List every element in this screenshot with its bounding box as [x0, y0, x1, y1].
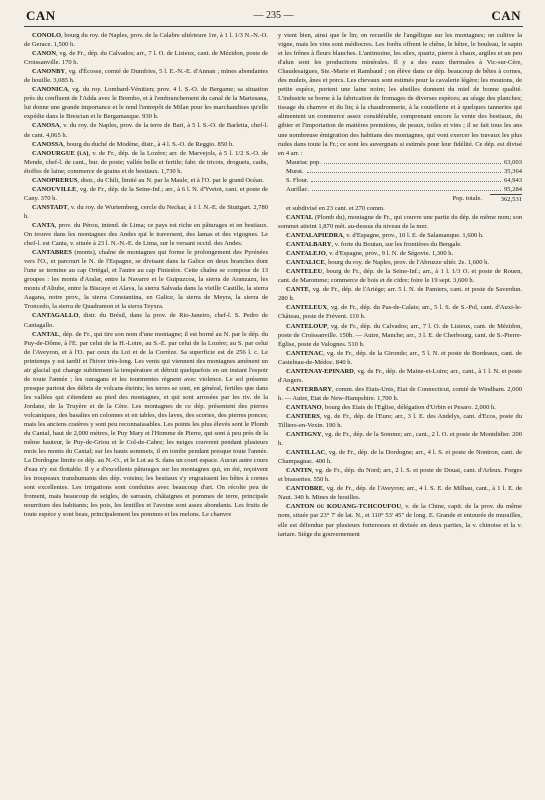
entry-text: , vg. de Fr., dép. de l'Ariège; arr. 5 l. N. de Pamiers, cant. et poste de Saverdun. 280 h. — [278, 286, 522, 303]
arrondissement-row — [278, 185, 522, 194]
running-head-left: CAN — [26, 8, 56, 23]
leader-dots — [311, 176, 501, 182]
entry-text: , vg. de Fr., dép. de la Somme; arr., cant., 2 l. O. et poste de Montdidier. 200 h. — [278, 431, 522, 448]
entry-text: , dép. de Fr., qui tire son nom d'une montagne; il est borné au N. par le dép. du Puy-de-Dôme, à l'E. par celui de la H.-Loire, au S.-E. par celui de la Lozère; au S. par celui de l'Aveyron, et à l'O. par ceux du Lot et de la Corrèze. Sa superficie est de 256 l. c. Le printemps y est tardif et l'hiver très-long. Les vents qui viennent des montagnes amènent un air glacial qui change subitement la température et détruit quelquefois en un instant l'espoir de toute l'année ; les ouragans et les tourmentes règnent avec violence. Le sol présente presque partout des débris de volcans éteints; les terres se sont, en général, fertiles que dans les vallées qui s'étendent au pied des montagnes, et qui sont arrosées par les riv. de la Jordane, de la Truyère et de la Cère. Les montagnes de ce dép. présentent des pierres volcaniques, des basaltes en colonnes et en tables, des laves, des scories, des pierres ponces; mais les anciens cratères y sont peu reconnaissables. Les points les plus élevés sont le Plomb du Cantal, haut de 2,000 mètres, le Puy Mary et l'Homme de Pierre, qui sont à peu près de la même hauteur, le Puy-de-Griou et le Col-de-Cabre; les neiges couvrent pendant plusieurs mois les monts du Cantal; sur les hauts sommets, il en tombe pendant presque toute l'année. La Dordogne limite ce dép. au N.-O., et le Lot au S. dans un court espace. Aucun autre cours d'eau n'y est flottable. Il y a d'excellents pâturages sur les montagnes qui, en été, reçoivent les troupeaux transhumants des dép. voisins; les bestiaux s'y engraissent les bêtes à cornes sont excellentes. Les irrigations sont conduites avec beaucoup d'art. On récolte peu de froment, mais beaucoup de seigles, de sarrasin, châtaignes et pommes de terre, principale nourriture des habitants; les pois, les lentilles et l'avoine sont assez abondants. Les fruits de toute espèce y sont beau, principalement les pommes et les melons. Le chanvre — [24, 330, 268, 519]
dictionary-entry — [278, 231, 522, 240]
page-header — [24, 6, 523, 27]
entry-headword: CANTENAC — [286, 349, 324, 357]
entry-headword: CANTIANO — [286, 403, 322, 411]
entry-text: (monts), chaîne de montagnes qui forme le prolongement des Pyrénées vers l'O., et parcourt le N. de l'Espagne, se divisant dans la Galice en deux branches dont l'une se termine au cap Ortégal, et l'autre au cap Finistère. Cette chaîne se compose de 13 groupes : les monts d'Aralar, entre la Navarre et le Guipuzcoa, la sierra de Aranzazu, les monts d'Altube, entre la Biscaye et Alava, la sierra Salvada dans la vieille Castille, la sierra Aagana, notre prov., la sierra Constantina, en Galice, la sierra de Meyra, la sierra de Troncedo, la sierra de Quadramon et la sierra Teyxra. — [24, 249, 268, 311]
left-column — [24, 31, 268, 791]
dictionary-entry — [278, 267, 522, 285]
entry-headword: CANTOBRE — [286, 485, 323, 493]
population-total — [278, 194, 522, 204]
running-head-right: CAN — [491, 8, 521, 23]
arrondissement-population: 64,943 — [503, 176, 522, 184]
dictionary-entry — [24, 67, 268, 85]
entry-headword: CANOPRERUS — [32, 176, 78, 184]
dictionary-entry — [24, 185, 268, 203]
entry-headword: CANTALAPIEDRA — [286, 232, 343, 240]
arrondissement-population: 95,284 — [503, 185, 522, 193]
entry-text: , bourg des Etats de l'Eglise, délégation d'Urbin et Pesaro. 2,000 h. — [321, 403, 496, 411]
dictionary-entry — [278, 249, 522, 258]
entry-headword: CONOLO — [32, 32, 62, 39]
entry-text: , vg. de Fr., dép. de la Dordogne; arr., 4 l. S. et poste de Nontron, cant. de Champagnac. 400 h. — [278, 449, 522, 466]
dictionary-entry — [278, 448, 522, 466]
leader-dots — [312, 185, 501, 191]
dictionary-entry — [278, 258, 522, 267]
arrondissement-population: 35,364 — [503, 167, 522, 175]
arrondissement-name: Murat. — [286, 167, 304, 175]
entry-headword: CANOURGUE (la) — [32, 149, 89, 157]
entry-headword: CANTALEJO — [286, 250, 326, 258]
entry-text: , v. d'Espagne, prov., 10 l. E. de Salamanque. 1,600 h. — [343, 232, 484, 240]
arrondissement-population: 63,003 — [503, 158, 522, 166]
dictionary-entry — [278, 213, 522, 231]
entry-text: , v. de Fr., dép. de la Lozère; arr. de Marvejols, à 5 l. 1/2 S.-O. de Mende, chef-l. de cant., bur. de poste; vallée belle et fertile; fabr. de tricots, droguets, cadis, étoffes de laine; commerce de grains et de bestiaux. 1,730 h. — [24, 149, 268, 175]
entry-text: , v. forte du Boutan, sur les frontières du Bengale. — [331, 241, 462, 249]
arrondissement-name: Mauriac pop. — [286, 158, 321, 166]
entry-headword: CANTAL — [286, 213, 314, 221]
dictionary-entry — [24, 311, 268, 329]
arrondissement-row — [278, 167, 522, 176]
entry-text: , bourg du roy. de Naples, prov. de l'Abruzze ultér. 2e. 1,600 h. — [324, 259, 490, 267]
text-columns — [24, 31, 523, 791]
entry-headword: CANONICA — [32, 86, 69, 94]
entry-text: , vg. de Fr., dép. du Calvados; arr., 7 l. O. de Lisieux, cant. de Mézidon, poste de Croissanville. 150h. — Autre, Manche; arr., 3 l. E. de Cherbourg, cant. de S.-Pierre-Église, poste de Valognes. 510 h. — [278, 322, 522, 348]
entry-text: , vg. de Fr., dép. de la Seine-Inf.; arr., à 6 l. N. d'Yvetot, cant. et poste de Cany. 370 h. — [24, 185, 268, 202]
arrondissement-name: Aurillac. — [286, 185, 310, 193]
entry-headword: CANOSA — [32, 122, 60, 130]
dictionary-entry — [24, 203, 268, 221]
entry-headword: CANTELOUP — [286, 322, 328, 330]
entry-headword: CANTELEU — [286, 268, 323, 276]
entry-text: (Plomb du), montagne de Fr., qui couvre une partie du dép. de même nom; son sommet atteint 1,870 mèt. au-dessus du niveau de la mer. — [278, 213, 522, 230]
dictionary-entry — [278, 367, 522, 385]
dictionary-entry — [278, 385, 522, 403]
entry-text: , vg. de Fr., dép. de l'Aveyron; arr., 4 l. S. E. de Milhau, cant., à 1 l. E. de Naut. 340 h. Mines de houilles. — [278, 485, 522, 502]
entry-text: , v. du roy. de Naples, prov. de la terre de Bari, à 5 l. S.-O. de Barletta, chef-l. de cant. 4,065 h. — [24, 122, 268, 139]
entry-text: , bourg de Fr., dép. de la Seine-Inf.; arr., à 1 l. 1/3 O. et poste de Rouen, cant. de Maromme; commerce de bois et de cidre; foire le 19 sept. 3,600 h. — [278, 268, 522, 285]
entry-text: , vg. de Fr., dép. de l'Eure; arr., 3 l. E. des Andelys, cant. d'Ecos, poste du Tilliers-en-Vexin. 190 h. — [278, 412, 522, 430]
entry-headword: CANTABRES — [32, 249, 72, 257]
entry-text: , vg. d'Écosse, comté de Dumfries, 5 l. E.-N.-E. d'Annan ; mines abondantes de houille. 3,085 h. — [24, 68, 268, 85]
right-entries — [278, 204, 522, 539]
dictionary-entry — [278, 502, 522, 538]
entry-headword: CANOSSA — [32, 140, 64, 148]
dictionary-entry — [278, 322, 522, 349]
entry-headword: CANOUVILLE — [32, 185, 77, 193]
dictionary-entry — [278, 466, 522, 484]
arrondissement-name: S. Flour. — [286, 176, 309, 184]
entry-headword: CANTAGALLO — [32, 312, 79, 320]
entry-text: , bourg du roy. de Naples, prov. de la Calabre ultérieure 1re, à 1 l. 1/3 N.-N.-O. de Gerace. 1,500 h. — [24, 32, 268, 49]
dictionary-entry — [24, 176, 268, 185]
arrondissement-row — [278, 158, 522, 167]
dictionary-entry — [278, 240, 522, 249]
entry-text: , v. de la Chine, capit. de la prov. du même nom, située par 23° 7' de lat. N., et 110° 53' 45" de long. E. Grande et entourée de murailles, elle est défendue par plusieurs forteresses et divisée en deux parties, la v. chinoise et la v. tartare. Siège du gouvernement — [278, 503, 522, 538]
entry-headword: CANTENAY-EPINARD — [286, 367, 354, 375]
entry-text: , vg. de Fr., dép. du Nord; arr., 2 l. S. et poste de Douai, cant. d'Arleux. Forges et brasseries. 550 h. — [278, 467, 522, 484]
dictionary-entry — [278, 204, 522, 213]
entry-text: , vg. de Fr., dép. de la Gironde; arr., 5 l. N. et poste de Bordeaux, cant. de Castelnau-de-Médoc. 840 h. — [278, 349, 522, 366]
entry-text: , vg. de Fr., dép. du Calvados; arr., 7 l. O. de Lisieux, cant. de Mézidon, poste de Croissanville. 170 h. — [24, 50, 268, 67]
entry-text: , distr., du Chili, limité au N. par la Maule, et à l'O. par le grand Océan. — [77, 176, 264, 184]
entry-headword: CANTIGNY — [286, 431, 322, 439]
dictionary-entry — [278, 430, 522, 448]
arrondissement-table — [278, 158, 522, 194]
entry-headword: CANTON ou KOUANG-TCHCOUFOU — [286, 503, 402, 511]
cantal-continuation: y vient bien, ainsi que le lin; on recueille de l'angélique sur les montagnes; on cultive la vigne, mais les vins sont médiocres. Les forêts offrent le chêne, le hêtre, le bouleau, le sapin et les frênes à fleurs blanches. L'antimoine, les silex, quartz, pierre à chaux, argiles et un peu d'alun sont les productions minérales. Il y a des eaux thermales à Vic-sur-Cère, Chaudesaigues, Ste.-Marie et Rambaud ; on élève dans ce dép. beaucoup de bêtes à cornes, des mulets, ânes et porcs. Les chevaux sont estimés pour la cavalerie légère; les moutons, de petite espèce, portent une laine noire; les abeilles donnent du miel de bonne qualité. L'industrie se borne à la fabrication de fromages de diverses espèces; au séage des planches; tissage du chanvre et du lin; à la chaudronnerie, à la coutellerie et à quelques tanneries qui alimentent un commerce assez considérable, comprenant encore la vente des bestiaux, du gibier et l'importation de matières premières, de peaux, toiles et vins ; il se fait tous les ans une nombreuse émigration des habitans des montagnes, qui vont exercer les travaux les plus rudes dans toute la Fr.; ce sont les auvergnats si estimés pour leur fidélité. Ce dép. est divisé en 4 arr. : — [278, 32, 522, 157]
dictionary-entry — [24, 85, 268, 121]
entry-text: , v. du roy. de Wurtemberg, cercle du Neckar, à 1 l. N.-E. de Stuttgart. 2,780 h. — [24, 203, 268, 220]
entry-text: , vg. du roy. Lombard-Vénitien; prov. 4 l. S.-O. de Bergame; sa situation près du confluent de l'Adda avec le Brembo, et à l'embranchement du canal de la Martesana, lui donne une grande importance et le rend l'entrepôt de Milan pour les marchandises qu'elle expédie dans le Brescian et le Bergamasque. 930 h. — [24, 86, 268, 121]
entry-text: , bourg du duché de Modène, distr., à 4 l. S.-O. de Reggio. 850 h. — [63, 140, 234, 148]
entry-headword: CANTIN — [286, 467, 312, 475]
dictionary-entry — [24, 248, 268, 311]
dictionary-entry — [24, 149, 268, 176]
dictionary-entry — [24, 49, 268, 67]
arrondissement-row — [278, 176, 522, 185]
entry-text: et subdivisé en 23 cant. et 270 comm. — [286, 204, 385, 212]
dictionary-entry — [24, 121, 268, 139]
dictionary-entry — [278, 349, 522, 367]
entry-headword: CANSTADT — [32, 203, 68, 211]
page-number: — 235 — — [253, 10, 294, 21]
total-value: 362,531 — [490, 194, 522, 204]
dictionary-entry — [278, 285, 522, 303]
dictionary-entry — [24, 140, 268, 149]
dictionary-entry — [278, 303, 522, 321]
entry-text: , v. d'Espagne, prov., 9 l. N. de Ségovie. 1,300 h. — [325, 250, 454, 258]
entry-headword: CANONBY — [32, 68, 66, 76]
entry-headword: CANTERBARY — [286, 385, 332, 393]
dictionary-entry — [24, 330, 268, 520]
entry-headword: CANTALICE — [286, 259, 325, 267]
dictionary-entry — [278, 412, 522, 430]
dictionary-entry — [278, 403, 522, 412]
dictionary-entry — [24, 221, 268, 248]
entry-text: , comm. des Etats-Unis, Etat de Connecticut, comté de Windham. 2,000 h. — Autre, Etat de New-Hampshire. 1,700 h. — [278, 385, 522, 402]
entry-headword: CANTE — [286, 286, 309, 294]
entry-headword: CANON — [32, 50, 57, 58]
entry-headword: CANTA — [32, 221, 55, 229]
dictionary-entry — [278, 484, 522, 502]
entry-headword: CANTAL — [32, 330, 60, 338]
total-label: Pop. totale. — [452, 194, 482, 202]
leader-dots — [324, 158, 501, 164]
entry-text: , prov. du Pérou, intend. de Lima; ce pays est riche en pâturages et en bestiaux. On trouve dans les montagnes des Andes qui le traversent, des lamas et des vigognes. Le chef-l. est Canta, v. située à 23 l. N.-N.-E. de Lima, sur le versant occid. des Andes. — [24, 221, 268, 248]
entry-headword: CANTALBARY — [286, 241, 332, 249]
entry-text: , vg. de Fr., dép. du Pas-de-Calais; arr., 5 l. S. de S.-Pol, cant. d'Auxi-le-Château, poste de Frévent. 110 h. — [278, 304, 522, 321]
right-column — [278, 31, 522, 791]
entry-headword: CANTIERS — [286, 412, 320, 420]
leader-dots — [307, 167, 501, 173]
entry-headword: CANTILLAC — [286, 449, 326, 457]
entry-text: , distr. du Brésil, dans la prov. de Rio-Janeiro, chef-l. S. Pedro de Cantagallo. — [24, 312, 268, 329]
entry-text: , vg. de Fr., dép. de Maine-et-Loire; arr., cant., à 1 l. N. et poste d'Angers. — [278, 367, 522, 384]
entry-headword: CANTELEUX — [286, 304, 328, 312]
dictionary-entry — [24, 31, 268, 49]
